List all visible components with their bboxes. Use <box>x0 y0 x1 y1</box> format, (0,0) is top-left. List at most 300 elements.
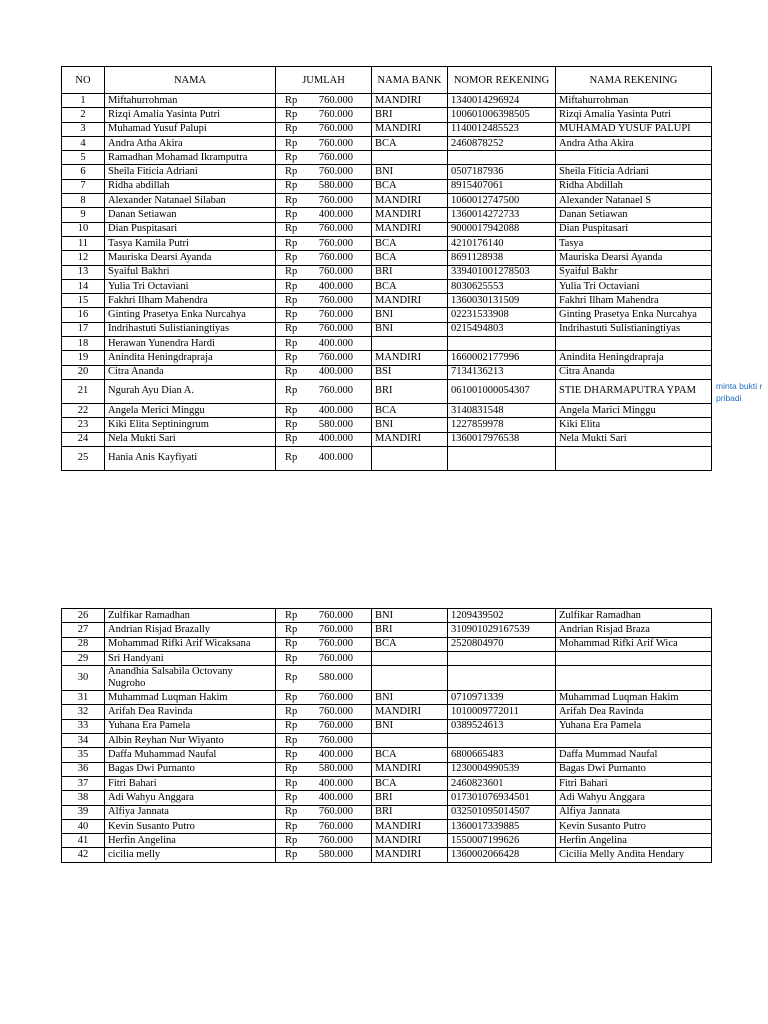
table-row <box>62 623 712 637</box>
amount-value: 760.000 <box>318 734 353 746</box>
cell-no: 36 <box>62 762 105 776</box>
cell-nama-rekening: Adi Wahyu Anggara <box>556 791 712 805</box>
cell-nama-bank <box>372 337 448 351</box>
cell-nomor-rekening: 310901029167539 <box>448 623 556 637</box>
amount-value: 760.000 <box>318 294 353 306</box>
cell-nama: Sheila Fiticia Adriani <box>105 165 276 179</box>
table-row <box>62 322 712 336</box>
cell-nama-bank: MANDIRI <box>372 194 448 208</box>
table-row <box>62 719 712 733</box>
table-row <box>62 748 712 762</box>
cell-no: 16 <box>62 308 105 322</box>
cell-nama: Andra Atha Akira <box>105 136 276 150</box>
table-row <box>62 165 712 179</box>
amount-value: 760.000 <box>318 166 353 178</box>
cell-nomor-rekening <box>448 666 556 691</box>
cell-jumlah <box>276 834 372 848</box>
cell-nama-bank: BSI <box>372 365 448 379</box>
cell-nomor-rekening: 0710971339 <box>448 691 556 705</box>
currency-label: Rp <box>285 309 298 321</box>
cell-jumlah <box>276 446 372 470</box>
table-row <box>62 265 712 279</box>
cell-nama-rekening: Alexander Natanael S <box>556 194 712 208</box>
amount-value: 760.000 <box>318 323 353 335</box>
amount-value: 760.000 <box>318 223 353 235</box>
currency-label: Rp <box>285 123 298 135</box>
cell-no: 1 <box>62 94 105 108</box>
table-row <box>62 691 712 705</box>
cell-nama-rekening: Indrihastuti Sulistianingtiyas <box>556 322 712 336</box>
table-row <box>62 179 712 193</box>
cell-no: 4 <box>62 136 105 150</box>
cell-nama: Ginting Prasetya Enka Nurcahya <box>105 308 276 322</box>
cell-nama-rekening: Citra Ananda <box>556 365 712 379</box>
table-row <box>62 734 712 748</box>
table-row <box>62 762 712 776</box>
cell-nomor-rekening: 339401001278503 <box>448 265 556 279</box>
cell-jumlah <box>276 279 372 293</box>
table-row <box>62 108 712 122</box>
cell-nomor-rekening: 0215494803 <box>448 322 556 336</box>
cell-nama-rekening: Bagas Dwi Purnanto <box>556 762 712 776</box>
cell-nama: Alfiya Jannata <box>105 805 276 819</box>
cell-nomor-rekening <box>448 734 556 748</box>
cell-jumlah <box>276 337 372 351</box>
cell-jumlah <box>276 748 372 762</box>
cell-no: 6 <box>62 165 105 179</box>
table-row <box>62 637 712 651</box>
cell-nama-rekening <box>556 337 712 351</box>
amount-value: 760.000 <box>318 834 353 846</box>
currency-label: Rp <box>285 94 298 106</box>
cell-no: 5 <box>62 151 105 165</box>
cell-nomor-rekening: 1140012485523 <box>448 122 556 136</box>
currency-label: Rp <box>285 294 298 306</box>
table-row <box>62 365 712 379</box>
cell-nama: cicilia melly <box>105 848 276 862</box>
cell-no: 18 <box>62 337 105 351</box>
cell-nama: Anandhia Salsabila Octovany Nugroho <box>105 666 276 691</box>
cell-no: 34 <box>62 734 105 748</box>
cell-nomor-rekening: 0507187936 <box>448 165 556 179</box>
table-row <box>62 446 712 470</box>
currency-label: Rp <box>285 849 298 861</box>
cell-nama: Citra Ananda <box>105 365 276 379</box>
amount-value: 760.000 <box>318 609 353 621</box>
cell-nama-rekening: Andra Atha Akira <box>556 136 712 150</box>
cell-no: 3 <box>62 122 105 136</box>
cell-no: 30 <box>62 666 105 691</box>
cell-nama: Hania Anis Kayfiyati <box>105 446 276 470</box>
table-row <box>62 834 712 848</box>
cell-nama-bank <box>372 734 448 748</box>
cell-nama-bank: MANDIRI <box>372 122 448 136</box>
cell-nama-rekening: Andrian Risjad Braza <box>556 623 712 637</box>
cell-nama: Herawan Yunendra Hardi <box>105 337 276 351</box>
amount-value: 580.000 <box>318 180 353 192</box>
cell-nama-rekening: Arifah Dea Ravinda <box>556 705 712 719</box>
cell-nama-bank: BCA <box>372 136 448 150</box>
cell-nama-rekening <box>556 666 712 691</box>
amount-value: 760.000 <box>318 706 353 718</box>
currency-label: Rp <box>285 433 298 445</box>
cell-jumlah <box>276 819 372 833</box>
currency-label: Rp <box>285 266 298 278</box>
cell-nama: Alexander Natanael Silaban <box>105 194 276 208</box>
cell-nama-bank: MANDIRI <box>372 94 448 108</box>
cell-no: 17 <box>62 322 105 336</box>
currency-label: Rp <box>285 280 298 292</box>
cell-nama: Nela Mukti Sari <box>105 432 276 446</box>
cell-nama-bank <box>372 651 448 665</box>
cell-no: 38 <box>62 791 105 805</box>
currency-label: Rp <box>285 820 298 832</box>
cell-nama-bank: MANDIRI <box>372 848 448 862</box>
currency-label: Rp <box>285 223 298 235</box>
cell-nama-rekening <box>556 151 712 165</box>
table-row <box>62 666 712 691</box>
cell-nama-rekening: Herfin Angelina <box>556 834 712 848</box>
cell-nama-rekening: Angela Marici Minggu <box>556 403 712 417</box>
cell-nomor-rekening: 7134136213 <box>448 365 556 379</box>
cell-nama: Muhammad Luqman Hakim <box>105 691 276 705</box>
cell-jumlah <box>276 351 372 365</box>
cell-nama: Herfin Angelina <box>105 834 276 848</box>
table-row <box>62 236 712 250</box>
cell-no: 29 <box>62 651 105 665</box>
cell-nama-rekening: Rizqi Amalia Yasinta Putri <box>556 108 712 122</box>
cell-nomor-rekening: 1360017976538 <box>448 432 556 446</box>
currency-label: Rp <box>285 806 298 818</box>
cell-nama: Kiki Elita Septiningrum <box>105 418 276 432</box>
cell-nama-bank: BCA <box>372 637 448 651</box>
currency-label: Rp <box>285 194 298 206</box>
cell-jumlah <box>276 222 372 236</box>
cell-no: 12 <box>62 251 105 265</box>
cell-nama-bank: MANDIRI <box>372 351 448 365</box>
cell-nama-rekening <box>556 651 712 665</box>
cell-nama: Ngurah Ayu Dian A. <box>105 379 276 403</box>
table-row <box>62 151 712 165</box>
cell-nomor-rekening: 1230004990539 <box>448 762 556 776</box>
cell-jumlah <box>276 265 372 279</box>
table-row <box>62 194 712 208</box>
cell-nama-bank: BRI <box>372 623 448 637</box>
cell-nomor-rekening: 8691128938 <box>448 251 556 265</box>
cell-nama-rekening: Syaiful Bakhr <box>556 265 712 279</box>
table-row <box>62 351 712 365</box>
cell-jumlah <box>276 136 372 150</box>
currency-label: Rp <box>285 209 298 221</box>
cell-nomor-rekening: 02231533908 <box>448 308 556 322</box>
cell-nama-rekening: Cicilia Melly Andita Hendary <box>556 848 712 862</box>
amount-value: 760.000 <box>318 137 353 149</box>
cell-nomor-rekening: 4210176140 <box>448 236 556 250</box>
currency-label: Rp <box>285 151 298 163</box>
header-no: NO <box>62 67 105 94</box>
cell-nama: Miftahurrohman <box>105 94 276 108</box>
cell-nama: Syaiful Bakhri <box>105 265 276 279</box>
cell-nama-rekening: Daffa Mummad Naufal <box>556 748 712 762</box>
currency-label: Rp <box>285 652 298 664</box>
cell-nama-bank <box>372 446 448 470</box>
amount-value: 760.000 <box>318 351 353 363</box>
cell-jumlah <box>276 609 372 623</box>
cell-no: 2 <box>62 108 105 122</box>
header-nama: NAMA <box>105 67 276 94</box>
cell-no: 32 <box>62 705 105 719</box>
cell-nama-bank <box>372 151 448 165</box>
cell-jumlah <box>276 666 372 691</box>
cell-no: 28 <box>62 637 105 651</box>
cell-jumlah <box>276 294 372 308</box>
currency-label: Rp <box>285 366 298 378</box>
table-row <box>62 208 712 222</box>
cell-nama: Indrihastuti Sulistianingtiyas <box>105 322 276 336</box>
table-row <box>62 94 712 108</box>
amount-value: 760.000 <box>318 237 353 249</box>
cell-jumlah <box>276 734 372 748</box>
table-row <box>62 308 712 322</box>
cell-nama: Adi Wahyu Anggara <box>105 791 276 805</box>
amount-value: 760.000 <box>318 720 353 732</box>
cell-nomor-rekening: 8915407061 <box>448 179 556 193</box>
table-row <box>62 222 712 236</box>
amount-value: 760.000 <box>318 691 353 703</box>
table-row <box>62 705 712 719</box>
cell-nomor-rekening <box>448 151 556 165</box>
table-row <box>62 136 712 150</box>
cell-nomor-rekening: 061001000054307 <box>448 379 556 403</box>
cell-nama-bank: BNI <box>372 322 448 336</box>
cell-jumlah <box>276 165 372 179</box>
cell-nama-rekening: Ginting Prasetya Enka Nurcahya <box>556 308 712 322</box>
cell-no: 27 <box>62 623 105 637</box>
cell-jumlah <box>276 705 372 719</box>
currency-label: Rp <box>285 351 298 363</box>
amount-value: 760.000 <box>318 623 353 635</box>
cell-nama-rekening <box>556 734 712 748</box>
amount-value: 580.000 <box>318 849 353 861</box>
cell-nama-bank: BNI <box>372 418 448 432</box>
cell-jumlah <box>276 194 372 208</box>
cell-nomor-rekening: 1360002066428 <box>448 848 556 862</box>
cell-jumlah <box>276 179 372 193</box>
currency-label: Rp <box>285 452 298 464</box>
amount-value: 400.000 <box>318 452 353 464</box>
currency-label: Rp <box>285 337 298 349</box>
cell-no: 13 <box>62 265 105 279</box>
cell-jumlah <box>276 623 372 637</box>
cell-nama-rekening: Mauriska Dearsi Ayanda <box>556 251 712 265</box>
cell-no: 19 <box>62 351 105 365</box>
cell-jumlah <box>276 251 372 265</box>
cell-nomor-rekening: 8030625553 <box>448 279 556 293</box>
cell-nama-bank: MANDIRI <box>372 762 448 776</box>
cell-nomor-rekening: 1360030131509 <box>448 294 556 308</box>
table-row <box>62 403 712 417</box>
table-row <box>62 251 712 265</box>
cell-nama-bank: MANDIRI <box>372 294 448 308</box>
cell-nama: Dian Puspitasari <box>105 222 276 236</box>
cell-jumlah <box>276 691 372 705</box>
cell-nama-bank: BRI <box>372 379 448 403</box>
cell-no: 35 <box>62 748 105 762</box>
cell-nomor-rekening <box>448 337 556 351</box>
cell-nama-bank: MANDIRI <box>372 819 448 833</box>
cell-nama: Andrian Risjad Brazally <box>105 623 276 637</box>
cell-nama-rekening: Tasya <box>556 236 712 250</box>
cell-nama-rekening: Kiki Elita <box>556 418 712 432</box>
cell-nomor-rekening <box>448 446 556 470</box>
cell-no: 15 <box>62 294 105 308</box>
cell-nama-rekening: Alfiya Jannata <box>556 805 712 819</box>
cell-no: 23 <box>62 418 105 432</box>
amount-value: 580.000 <box>318 763 353 775</box>
cell-nama-bank: BCA <box>372 748 448 762</box>
amount-value: 760.000 <box>318 309 353 321</box>
amount-value: 580.000 <box>318 672 353 684</box>
cell-jumlah <box>276 308 372 322</box>
cell-nomor-rekening: 100601006398505 <box>448 108 556 122</box>
cell-nama: Mauriska Dearsi Ayanda <box>105 251 276 265</box>
cell-jumlah <box>276 403 372 417</box>
cell-no: 9 <box>62 208 105 222</box>
amount-value: 400.000 <box>318 209 353 221</box>
cell-jumlah <box>276 365 372 379</box>
table-row <box>62 432 712 446</box>
cell-no: 22 <box>62 403 105 417</box>
cell-nama: Ridha abdillah <box>105 179 276 193</box>
table-row <box>62 294 712 308</box>
cell-nama: Angela Merici Minggu <box>105 403 276 417</box>
cell-nama-bank: MANDIRI <box>372 222 448 236</box>
table-row <box>62 122 712 136</box>
cell-no: 42 <box>62 848 105 862</box>
cell-no: 41 <box>62 834 105 848</box>
cell-nama-rekening: Kevin Susanto Putro <box>556 819 712 833</box>
currency-label: Rp <box>285 323 298 335</box>
cell-nama: Yuhana Era Pamela <box>105 719 276 733</box>
cell-jumlah <box>276 651 372 665</box>
currency-label: Rp <box>285 672 298 684</box>
table-row <box>62 279 712 293</box>
cell-nama: Muhamad Yusuf Palupi <box>105 122 276 136</box>
header-nomor-rekening: NOMOR REKENING <box>448 67 556 94</box>
currency-label: Rp <box>285 418 298 430</box>
cell-no: 14 <box>62 279 105 293</box>
currency-label: Rp <box>285 404 298 416</box>
table-body-part-1 <box>62 94 712 471</box>
cell-jumlah <box>276 151 372 165</box>
amount-value: 760.000 <box>318 194 353 206</box>
table-row <box>62 609 712 623</box>
cell-jumlah <box>276 805 372 819</box>
cell-nama-rekening: MUHAMAD YUSUF PALUPI <box>556 122 712 136</box>
cell-nomor-rekening: 9000017942088 <box>448 222 556 236</box>
header-jumlah: JUMLAH <box>276 67 372 94</box>
cell-nama-bank: MANDIRI <box>372 432 448 446</box>
cell-nama: Albin Reyhan Nur Wiyanto <box>105 734 276 748</box>
cell-nomor-rekening: 1060012747500 <box>448 194 556 208</box>
currency-label: Rp <box>285 180 298 192</box>
cell-nama-bank: MANDIRI <box>372 208 448 222</box>
table-row <box>62 337 712 351</box>
cell-no: 10 <box>62 222 105 236</box>
cell-nama-rekening: Sheila Fiticia Adriani <box>556 165 712 179</box>
cell-nama: Fitri Bahari <box>105 776 276 790</box>
cell-nama-rekening: Nela Mukti Sari <box>556 432 712 446</box>
currency-label: Rp <box>285 385 298 397</box>
cell-jumlah <box>276 776 372 790</box>
cell-nomor-rekening: 2460878252 <box>448 136 556 150</box>
cell-nama-rekening: STIE DHARMAPUTRA YPAM <box>556 379 712 403</box>
amount-value: 400.000 <box>318 749 353 761</box>
cell-jumlah <box>276 719 372 733</box>
currency-label: Rp <box>285 763 298 775</box>
cell-nomor-rekening: 1209439502 <box>448 609 556 623</box>
cell-nama-rekening: Zulfikar Ramadhan <box>556 609 712 623</box>
cell-nama: Rizqi Amalia Yasinta Putri <box>105 108 276 122</box>
amount-value: 760.000 <box>318 806 353 818</box>
cell-nomor-rekening: 2520804970 <box>448 637 556 651</box>
cell-nama-bank <box>372 666 448 691</box>
cell-nama-rekening <box>556 446 712 470</box>
currency-label: Rp <box>285 137 298 149</box>
cell-nama-rekening: Yulia Tri Octaviani <box>556 279 712 293</box>
amount-value: 400.000 <box>318 366 353 378</box>
cell-no: 11 <box>62 236 105 250</box>
currency-label: Rp <box>285 251 298 263</box>
cell-nama-bank: BRI <box>372 805 448 819</box>
cell-no: 26 <box>62 609 105 623</box>
cell-nama-rekening: Muhammad Luqman Hakim <box>556 691 712 705</box>
amount-value: 760.000 <box>318 638 353 650</box>
cell-nomor-rekening: 017301076934501 <box>448 791 556 805</box>
cell-nomor-rekening: 1010009772011 <box>448 705 556 719</box>
currency-label: Rp <box>285 609 298 621</box>
cell-no: 39 <box>62 805 105 819</box>
currency-label: Rp <box>285 777 298 789</box>
table-row <box>62 805 712 819</box>
amount-value: 400.000 <box>318 280 353 292</box>
cell-nama: Yulia Tri Octaviani <box>105 279 276 293</box>
header-nama-bank: NAMA BANK <box>372 67 448 94</box>
table-row <box>62 379 712 403</box>
cell-jumlah <box>276 637 372 651</box>
currency-label: Rp <box>285 623 298 635</box>
cell-jumlah <box>276 108 372 122</box>
cell-no: 24 <box>62 432 105 446</box>
cell-nomor-rekening: 1227859978 <box>448 418 556 432</box>
cell-no: 7 <box>62 179 105 193</box>
table-body-part-2 <box>62 609 712 863</box>
cell-nomor-rekening: 1550007199626 <box>448 834 556 848</box>
amount-value: 760.000 <box>318 652 353 664</box>
amount-value: 760.000 <box>318 108 353 120</box>
amount-value: 400.000 <box>318 791 353 803</box>
cell-nama-bank: BNI <box>372 308 448 322</box>
currency-label: Rp <box>285 691 298 703</box>
cell-nama-rekening: Danan Setiawan <box>556 208 712 222</box>
cell-nomor-rekening: 1340014296924 <box>448 94 556 108</box>
currency-label: Rp <box>285 108 298 120</box>
table-row <box>62 848 712 862</box>
amount-value: 760.000 <box>318 266 353 278</box>
amount-value: 400.000 <box>318 777 353 789</box>
cell-nama-bank: BNI <box>372 609 448 623</box>
cell-jumlah <box>276 418 372 432</box>
